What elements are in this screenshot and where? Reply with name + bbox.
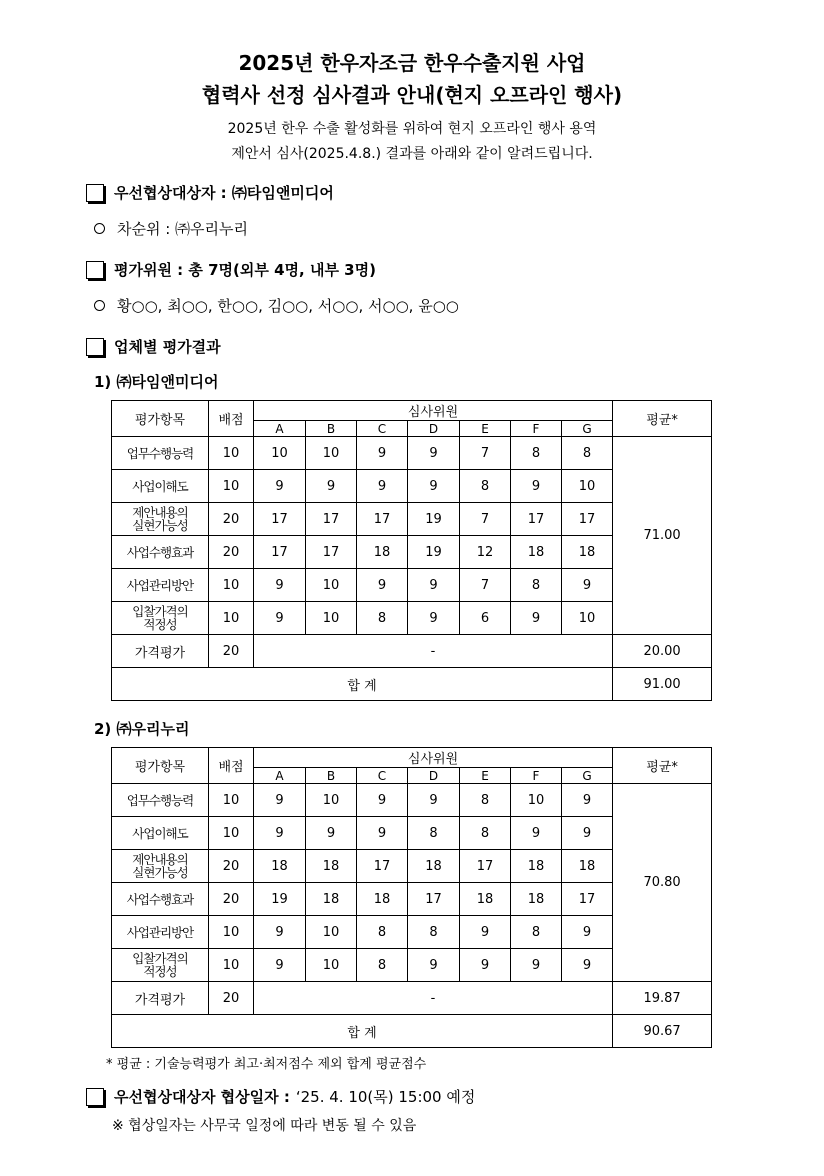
section-results-label: 업체별 평가결과 <box>114 338 221 356</box>
points-cell: 10 <box>209 916 254 949</box>
criterion-label-line2: 적정성 <box>143 964 177 979</box>
score-cell: 17 <box>460 850 511 883</box>
score-cell: 9 <box>254 470 306 503</box>
score-cell: 9 <box>562 569 613 602</box>
criterion-label: 사업관리방안 <box>126 577 194 593</box>
header-judge-letter: D <box>408 421 460 437</box>
points-cell: 20 <box>209 883 254 916</box>
score-cell: 8 <box>511 569 562 602</box>
score-cell: 7 <box>460 569 511 602</box>
header-average: 평균* <box>613 401 712 437</box>
committee-members-label: 황○○, 최○○, 한○○, 김○○, 서○○, 서○○, 윤○○ <box>117 297 459 315</box>
company-heading-2: 2) ㈜우리누리 <box>94 720 190 738</box>
criterion-cell <box>112 536 209 569</box>
criterion-cell <box>112 883 209 916</box>
score-cell: 17 <box>562 883 613 916</box>
company-heading-1: 1) ㈜타임앤미디어 <box>94 373 219 391</box>
score-cell: 19 <box>408 503 460 536</box>
score-cell: 9 <box>357 437 408 470</box>
score-cell: 9 <box>408 470 460 503</box>
circle-bullet-icon <box>94 300 105 311</box>
criterion-label: 입찰가격의 <box>132 951 188 966</box>
score-cell: 18 <box>562 850 613 883</box>
header-judge-letter: E <box>460 421 511 437</box>
score-cell: 18 <box>357 883 408 916</box>
score-cell: 12 <box>460 536 511 569</box>
criterion-cell <box>112 916 209 949</box>
score-cell: 8 <box>562 437 613 470</box>
checkbox-square-icon <box>86 1088 104 1106</box>
intro-line1: 2025년 한우 수출 활성화를 위하여 현지 오프라인 행사 용역 <box>227 121 597 137</box>
header-judge-letter: F <box>511 421 562 437</box>
score-cell: 9 <box>254 569 306 602</box>
score-cell: 9 <box>357 569 408 602</box>
section-priority <box>86 182 334 203</box>
score-cell: 18 <box>460 883 511 916</box>
score-cell: 7 <box>460 437 511 470</box>
criterion-label: 제안내용의 <box>132 505 188 520</box>
price-points: 20 <box>209 635 254 668</box>
score-cell: 9 <box>254 817 306 850</box>
score-cell: 18 <box>562 536 613 569</box>
score-cell: 9 <box>306 470 357 503</box>
score-cell: 6 <box>460 602 511 635</box>
section-negotiation <box>86 1086 475 1107</box>
criterion-label: 업무수행능력 <box>126 792 194 808</box>
criterion-cell <box>112 503 209 536</box>
header-points: 배점 <box>209 401 254 437</box>
criterion-label: 사업수행효과 <box>126 544 194 560</box>
criterion-label: 사업수행효과 <box>126 891 194 907</box>
score-cell: 9 <box>562 784 613 817</box>
score-cell: 9 <box>408 569 460 602</box>
document-title-line1: 2025년 한우자조금 한우수출지원 사업 <box>238 51 586 75</box>
total-label: 합 계 <box>112 668 613 701</box>
criterion-label-line2: 실현가능성 <box>132 865 188 880</box>
score-cell: 9 <box>408 949 460 982</box>
header-judge-letter: A <box>254 768 306 784</box>
score-cell: 8 <box>408 916 460 949</box>
price-score: 20.00 <box>613 635 712 668</box>
score-cell: 9 <box>254 602 306 635</box>
score-cell: 9 <box>357 470 408 503</box>
criterion-label: 제안내용의 <box>132 852 188 867</box>
price-dash: - <box>254 635 613 668</box>
price-points: 20 <box>209 982 254 1015</box>
score-cell: 8 <box>357 949 408 982</box>
price-row <box>112 982 712 1015</box>
score-cell: 9 <box>357 817 408 850</box>
score-cell: 18 <box>357 536 408 569</box>
score-cell: 10 <box>306 916 357 949</box>
score-cell: 17 <box>254 503 306 536</box>
score-cell: 9 <box>562 949 613 982</box>
header-judge-letter: B <box>306 421 357 437</box>
criterion-cell <box>112 784 209 817</box>
points-cell: 10 <box>209 602 254 635</box>
score-cell: 9 <box>511 817 562 850</box>
criterion-label: 사업이해도 <box>132 825 188 841</box>
score-cell: 10 <box>306 437 357 470</box>
criterion-cell <box>112 817 209 850</box>
score-cell: 9 <box>357 784 408 817</box>
score-cell: 17 <box>306 536 357 569</box>
score-cell: 19 <box>254 883 306 916</box>
criterion-label: 입찰가격의 <box>132 604 188 619</box>
section-committee <box>86 259 376 280</box>
price-label: 가격평가 <box>112 982 209 1015</box>
total-label: 합 계 <box>112 1015 613 1048</box>
score-cell: 10 <box>562 602 613 635</box>
price-row <box>112 635 712 668</box>
score-cell: 10 <box>306 569 357 602</box>
score-cell: 18 <box>511 850 562 883</box>
score-cell: 9 <box>562 817 613 850</box>
header-item: 평가항목 <box>112 748 209 784</box>
circle-bullet-icon <box>94 223 105 234</box>
table-row <box>112 784 712 817</box>
header-judge-letter: A <box>254 421 306 437</box>
header-judge-letter: G <box>562 421 613 437</box>
header-judge-letter: E <box>460 768 511 784</box>
points-cell: 20 <box>209 536 254 569</box>
score-cell: 18 <box>408 850 460 883</box>
intro-line2: 제안서 심사(2025.4.8.) 결과를 아래와 같이 알려드립니다. <box>231 146 593 162</box>
score-cell: 10 <box>562 470 613 503</box>
score-cell: 8 <box>408 817 460 850</box>
total-row <box>112 668 712 701</box>
points-cell: 10 <box>209 784 254 817</box>
section-results <box>86 336 221 357</box>
price-dash: - <box>254 982 613 1015</box>
checkbox-square-icon <box>86 261 104 279</box>
points-cell: 20 <box>209 503 254 536</box>
document-title-line2: 협력사 선정 심사결과 안내(현지 오프라인 행사) <box>201 83 623 107</box>
negotiation-date: ‘25. 4. 10(목) 15:00 예정 <box>295 1088 476 1106</box>
header-judge-letter: C <box>357 421 408 437</box>
runner-up-label: 차순위 : ㈜우리누리 <box>117 220 249 238</box>
score-cell: 8 <box>460 817 511 850</box>
header-judge-letter: F <box>511 768 562 784</box>
header-judges: 심사위원 <box>254 401 613 421</box>
score-cell: 10 <box>306 602 357 635</box>
price-label: 가격평가 <box>112 635 209 668</box>
criterion-label-line2: 적정성 <box>143 617 177 632</box>
criterion-cell <box>112 949 209 982</box>
score-cell: 9 <box>460 916 511 949</box>
average-cell: 71.00 <box>613 437 712 635</box>
criterion-cell <box>112 437 209 470</box>
score-cell: 8 <box>511 916 562 949</box>
runner-up-item <box>94 218 248 239</box>
header-judge-letter: B <box>306 768 357 784</box>
checkbox-square-icon <box>86 184 104 202</box>
criterion-label: 사업관리방안 <box>126 924 194 940</box>
evaluation-table-2 <box>111 747 712 1048</box>
section-negotiation-label: 우선협상대상자 협상일자 : <box>114 1088 290 1106</box>
score-cell: 10 <box>511 784 562 817</box>
score-cell: 18 <box>511 883 562 916</box>
score-cell: 17 <box>357 850 408 883</box>
points-cell: 10 <box>209 569 254 602</box>
score-cell: 17 <box>254 536 306 569</box>
header-judge-letter: D <box>408 768 460 784</box>
score-cell: 10 <box>254 437 306 470</box>
points-cell: 10 <box>209 949 254 982</box>
score-cell: 8 <box>460 470 511 503</box>
total-score: 91.00 <box>613 668 712 701</box>
score-cell: 9 <box>511 949 562 982</box>
total-score: 90.67 <box>613 1015 712 1048</box>
score-cell: 17 <box>357 503 408 536</box>
section-priority-label: 우선협상대상자 : ㈜타임앤미디어 <box>114 184 334 202</box>
committee-members-item <box>94 295 459 316</box>
score-cell: 10 <box>306 949 357 982</box>
header-judge-letter: G <box>562 768 613 784</box>
price-score: 19.87 <box>613 982 712 1015</box>
header-item: 평가항목 <box>112 401 209 437</box>
average-cell: 70.80 <box>613 784 712 982</box>
score-cell: 18 <box>306 850 357 883</box>
header-average: 평균* <box>613 748 712 784</box>
criterion-cell <box>112 850 209 883</box>
criterion-cell <box>112 470 209 503</box>
score-cell: 9 <box>254 916 306 949</box>
points-cell: 10 <box>209 470 254 503</box>
score-cell: 9 <box>408 602 460 635</box>
points-cell: 10 <box>209 817 254 850</box>
criterion-label-line2: 실현가능성 <box>132 518 188 533</box>
score-cell: 7 <box>460 503 511 536</box>
criterion-cell <box>112 569 209 602</box>
score-cell: 9 <box>511 602 562 635</box>
score-cell: 8 <box>511 437 562 470</box>
header-points: 배점 <box>209 748 254 784</box>
score-cell: 17 <box>562 503 613 536</box>
criterion-label: 사업이해도 <box>132 478 188 494</box>
score-cell: 9 <box>511 470 562 503</box>
score-cell: 10 <box>306 784 357 817</box>
score-cell: 17 <box>306 503 357 536</box>
score-cell: 9 <box>562 916 613 949</box>
header-judge-letter: C <box>357 768 408 784</box>
score-cell: 8 <box>460 784 511 817</box>
points-cell: 20 <box>209 850 254 883</box>
score-cell: 17 <box>511 503 562 536</box>
criterion-cell <box>112 602 209 635</box>
score-cell: 18 <box>511 536 562 569</box>
checkbox-square-icon <box>86 338 104 356</box>
score-cell: 9 <box>254 784 306 817</box>
points-cell: 10 <box>209 437 254 470</box>
criterion-label: 업무수행능력 <box>126 445 194 461</box>
header-judges: 심사위원 <box>254 748 613 768</box>
section-committee-label: 평가위원 : 총 7명(외부 4명, 내부 3명) <box>114 261 376 279</box>
total-row <box>112 1015 712 1048</box>
footnote: * 평균 : 기술능력평가 최고·최저점수 제외 합계 평균점수 <box>106 1057 427 1072</box>
score-cell: 17 <box>408 883 460 916</box>
score-cell: 9 <box>254 949 306 982</box>
score-cell: 8 <box>357 602 408 635</box>
table-row <box>112 437 712 470</box>
negotiation-remark: ※ 협상일자는 사무국 일정에 따라 변동 될 수 있음 <box>112 1118 417 1134</box>
score-cell: 19 <box>408 536 460 569</box>
score-cell: 9 <box>460 949 511 982</box>
score-cell: 9 <box>306 817 357 850</box>
score-cell: 18 <box>306 883 357 916</box>
score-cell: 9 <box>408 784 460 817</box>
score-cell: 18 <box>254 850 306 883</box>
evaluation-table-1 <box>111 400 712 701</box>
score-cell: 8 <box>357 916 408 949</box>
score-cell: 9 <box>408 437 460 470</box>
